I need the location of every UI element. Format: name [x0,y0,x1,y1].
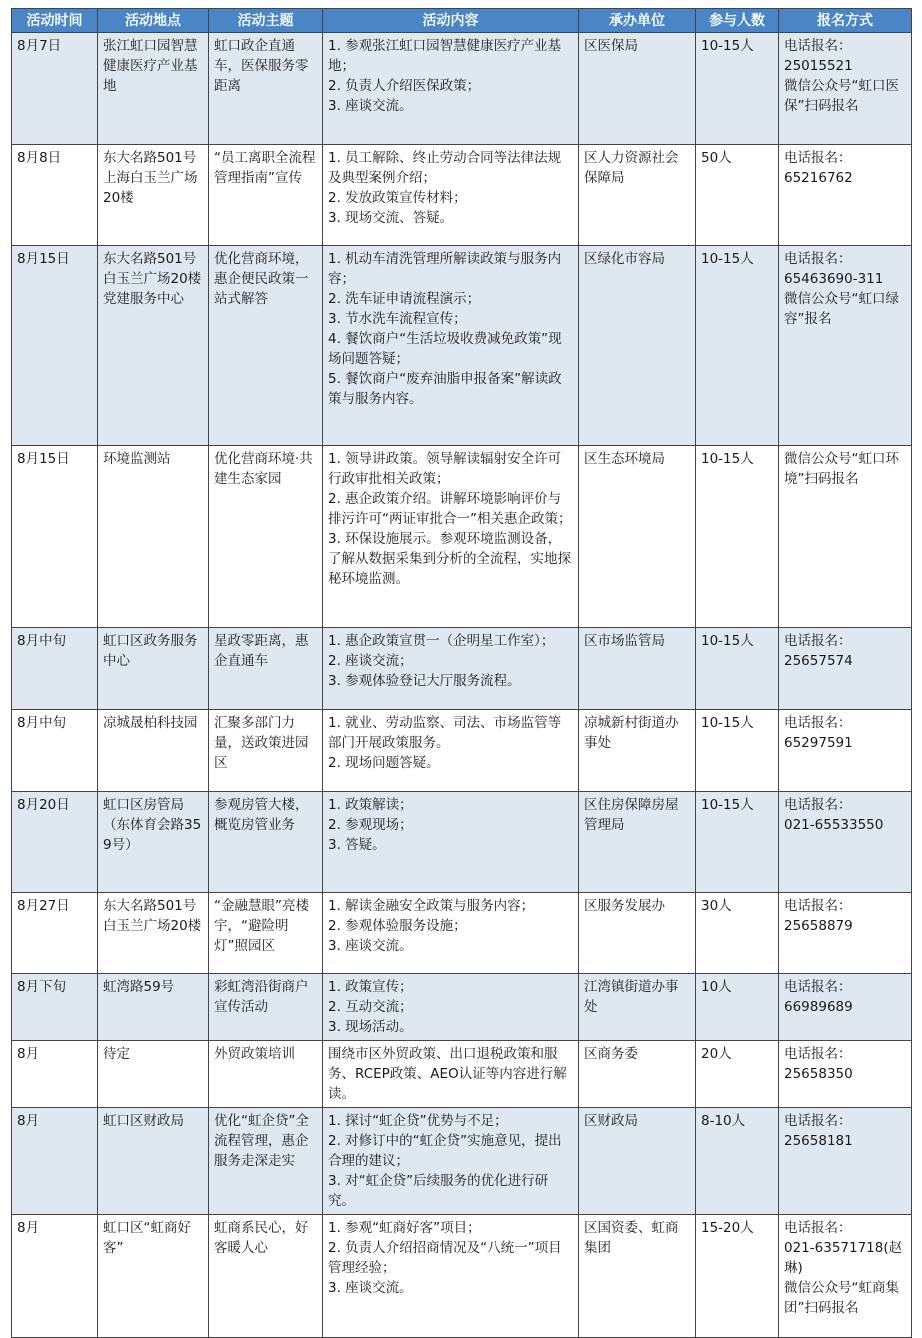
cell-content [323,145,579,246]
content-line: 5. 餐饮商户“废弃油脂申报备案”解读政策与服务内容。 [328,371,562,407]
signup-line: 电话报名： [784,715,852,731]
signup-line: 电话报名： [784,898,852,914]
cell-date: 8月中旬 [12,628,98,710]
content-line: 3. 座谈交流。 [328,1280,413,1296]
cell-organizer: 区医保局 [579,33,696,145]
cell-place: 虹湾路59号 [98,974,209,1041]
header-date: 活动时间 [12,9,98,33]
cell-date: 8月27日 [12,893,98,974]
content-line: 2. 负责人介绍医保政策； [328,78,481,94]
signup-line: 电话报名： [784,150,852,166]
signup-line: 65297591 [784,735,853,751]
cell-participants: 50人 [696,145,779,246]
cell-theme: 汇聚多部门力量，送政策进园区 [209,710,323,792]
cell-organizer: 区服务发展办 [579,893,696,974]
cell-signup [779,1041,912,1108]
signup-line: 25015521 [784,58,853,74]
signup-line: 25658879 [784,918,853,934]
table-row [12,1215,912,1338]
cell-participants: 10-15人 [696,33,779,145]
content-line: 1. 政策解读； [328,797,413,813]
signup-line: 电话报名： [784,1113,852,1129]
cell-content [323,446,579,628]
cell-date: 8月8日 [12,145,98,246]
content-line: 围绕市区外贸政策、出口退税政策和服务、RCEP政策、AEO认证等内容进行解读。 [328,1046,567,1102]
content-line: 2. 座谈交流； [328,653,413,669]
content-line: 2. 互动交流； [328,999,413,1015]
header-place: 活动地点 [98,9,209,33]
cell-participants: 30人 [696,893,779,974]
cell-participants: 10-15人 [696,246,779,446]
activity-schedule-table [11,8,912,1338]
content-line: 3. 答疑。 [328,837,386,853]
content-line: 1. 机动车清洗管理所解读政策与服务内容； [328,251,562,287]
cell-organizer: 区住房保障房屋管理局 [579,792,696,893]
header-participants: 参与人数 [696,9,779,33]
cell-place: 虹口区政务服务中心 [98,628,209,710]
header-organizer: 承办单位 [579,9,696,33]
signup-line: 66989689 [784,999,853,1015]
cell-theme: 优化“虹企贷”全流程管理，惠企服务走深走实 [209,1108,323,1215]
signup-line: 25657574 [784,653,853,669]
cell-organizer: 区商务委 [579,1041,696,1108]
table-row [12,246,912,446]
cell-organizer: 区市场监管局 [579,628,696,710]
content-line: 3. 座谈交流。 [328,938,413,954]
table-row [12,974,912,1041]
cell-date: 8月中旬 [12,710,98,792]
cell-signup [779,145,912,246]
cell-place: 东大名路501号白玉兰广场20楼 [98,893,209,974]
cell-place: 虹口区“虹商好客” [98,1215,209,1338]
cell-content [323,974,579,1041]
cell-signup [779,974,912,1041]
cell-place: 待定 [98,1041,209,1108]
signup-line: 微信公众号“虹商集团”扫码报名 [784,1280,899,1316]
content-line: 2. 参观现场； [328,817,413,833]
content-line: 1. 惠企政策宣贯一（企明星工作室）； [328,633,555,649]
cell-participants: 10-15人 [696,792,779,893]
table-row [12,1041,912,1108]
cell-content [323,1041,579,1108]
cell-date: 8月下旬 [12,974,98,1041]
signup-line: 65216762 [784,170,853,186]
cell-participants: 10人 [696,974,779,1041]
cell-theme: 参观房管大楼，概览房管业务 [209,792,323,893]
cell-date: 8月15日 [12,246,98,446]
cell-theme: “金融慧眼”亮楼宇，“避险明灯”照园区 [209,893,323,974]
cell-place: 虹口区财政局 [98,1108,209,1215]
content-line: 3. 节水洗车流程宣传； [328,311,467,327]
content-line: 1. 参观“虹商好客”项目； [328,1220,481,1236]
signup-line: 电话报名： [784,979,852,995]
content-line: 2. 对修订中的“虹企贷”实施意见，提出合理的建议； [328,1133,562,1169]
signup-line: 电话报名： [784,1220,852,1236]
header-theme: 活动主题 [209,9,323,33]
cell-organizer: 区国资委、虹商集团 [579,1215,696,1338]
cell-date: 8月 [12,1108,98,1215]
content-line: 3. 座谈交流。 [328,98,413,114]
cell-signup [779,446,912,628]
content-line: 3. 参观体验登记大厅服务流程。 [328,673,521,689]
content-line: 1. 员工解除、终止劳动合同等法律法规及典型案例介绍； [328,150,562,186]
cell-theme: 星政零距离，惠企直通车 [209,628,323,710]
table-body [12,33,912,1338]
table-row [12,33,912,145]
signup-line: 电话报名： [784,633,852,649]
content-line: 1. 探讨“虹企贷”优势与不足； [328,1113,508,1129]
cell-signup [779,792,912,893]
cell-date: 8月15日 [12,446,98,628]
cell-signup [779,893,912,974]
header-content: 活动内容 [323,9,579,33]
cell-content [323,893,579,974]
cell-theme: “员工离职全流程管理指南”宣传 [209,145,323,246]
cell-date: 8月20日 [12,792,98,893]
table-row [12,792,912,893]
content-line: 1. 政策宣传； [328,979,413,995]
content-line: 1. 领导讲政策。领导解读辐射安全许可行政审批相关政策； [328,451,562,487]
signup-line: 电话报名： [784,38,852,54]
signup-line: 65463690-311 [784,271,884,287]
header-signup: 报名方式 [779,9,912,33]
cell-date: 8月7日 [12,33,98,145]
table-row [12,893,912,974]
content-line: 2. 参观体验服务设施； [328,918,467,934]
table-header-row [12,9,912,33]
cell-participants: 10-15人 [696,628,779,710]
cell-place: 张江虹口园智慧健康医疗产业基地 [98,33,209,145]
signup-line: 微信公众号“虹口绿容”报名 [784,291,899,327]
cell-theme: 彩虹湾沿街商户宣传活动 [209,974,323,1041]
content-line: 2. 发放政策宣传材料； [328,190,467,206]
cell-signup [779,1108,912,1215]
signup-line: 电话报名： [784,251,852,267]
content-line: 1. 解读金融安全政策与服务内容； [328,898,535,914]
cell-participants: 20人 [696,1041,779,1108]
content-line: 3. 现场活动。 [328,1019,413,1035]
cell-signup [779,33,912,145]
cell-place: 东大名路501号上海白玉兰广场20楼 [98,145,209,246]
cell-signup [779,710,912,792]
cell-theme: 优化营商环境，惠企便民政策一站式解答 [209,246,323,446]
cell-participants: 15-20人 [696,1215,779,1338]
cell-place: 虹口区房管局（东体育会路359号） [98,792,209,893]
cell-theme: 优化营商环境·共建生态家园 [209,446,323,628]
signup-line: 电话报名： [784,797,852,813]
cell-content [323,792,579,893]
cell-content [323,1215,579,1338]
content-line: 4. 餐饮商户“生活垃圾收费减免政策”现场问题答疑； [328,331,562,367]
cell-theme: 虹商系民心，好客暖人心 [209,1215,323,1338]
cell-theme: 虹口政企直通车，医保服务零距离 [209,33,323,145]
cell-date: 8月 [12,1041,98,1108]
content-line: 2. 洗车证申请流程演示； [328,291,481,307]
cell-participants: 10-15人 [696,710,779,792]
cell-organizer: 区财政局 [579,1108,696,1215]
cell-place: 凉城晟柏科技园 [98,710,209,792]
cell-theme: 外贸政策培训 [209,1041,323,1108]
cell-content [323,710,579,792]
content-line: 2. 现场问题答疑。 [328,755,440,771]
cell-participants: 10-15人 [696,446,779,628]
content-line: 3. 现场交流、答疑。 [328,210,454,226]
table-row [12,710,912,792]
signup-line: 电话报名： [784,1046,852,1062]
signup-line: 微信公众号“虹口环境”扫码报名 [784,451,899,487]
cell-signup [779,1215,912,1338]
cell-date: 8月 [12,1215,98,1338]
signup-line: 25658350 [784,1066,853,1082]
cell-content [323,246,579,446]
content-line: 1. 就业、劳动监察、司法、市场监管等部门开展政策服务。 [328,715,562,751]
cell-organizer: 区生态环境局 [579,446,696,628]
content-line: 1. 参观张江虹口园智慧健康医疗产业基地； [328,38,562,74]
signup-line: 25658181 [784,1133,853,1149]
cell-content [323,33,579,145]
cell-participants: 8-10人 [696,1108,779,1215]
table-row [12,446,912,628]
cell-place: 东大名路501号白玉兰广场20楼党建服务中心 [98,246,209,446]
content-line: 3. 对“虹企贷”后续服务的优化进行研究。 [328,1173,549,1209]
cell-content [323,628,579,710]
table-row [12,1108,912,1215]
cell-place: 环境监测站 [98,446,209,628]
cell-content [323,1108,579,1215]
cell-signup [779,628,912,710]
cell-organizer: 区绿化市容局 [579,246,696,446]
cell-signup [779,246,912,446]
table-row [12,145,912,246]
content-line: 3. 环保设施展示。参观环境监测设备，了解从数据采集到分析的全流程，实地探秘环境监测。 [328,531,571,587]
signup-line: 微信公众号“虹口医保”扫码报名 [784,78,899,114]
signup-line: 021-65533550 [784,817,884,833]
signup-line: 021-63571718(赵琳) [784,1240,903,1276]
content-line: 2. 惠企政策介绍。讲解环境影响评价与排污许可“两证审批合一”相关惠企政策； [328,491,572,527]
table-row [12,628,912,710]
cell-organizer: 区人力资源社会保障局 [579,145,696,246]
content-line: 2. 负责人介绍招商情况及“八统一”项目管理经验； [328,1240,562,1276]
cell-organizer: 凉城新村街道办事处 [579,710,696,792]
cell-organizer: 江湾镇街道办事处 [579,974,696,1041]
